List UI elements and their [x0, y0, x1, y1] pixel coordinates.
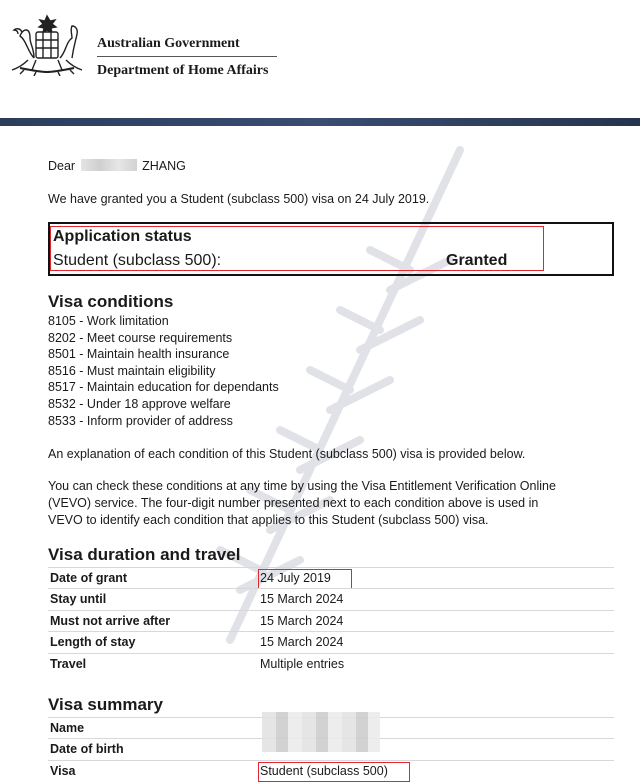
salutation-line [48, 158, 186, 174]
condition-item: 8501 - Maintain health insurance [48, 347, 230, 362]
coat-of-arms-icon [6, 12, 88, 76]
table-row [48, 588, 614, 609]
table-row [48, 760, 614, 781]
condition-item: 8516 - Must maintain eligibility [48, 363, 216, 378]
row-value: 15 March 2024 [260, 635, 344, 650]
vevo-paragraph-line2: (VEVO) service. The four-digit number presented next to each condition above is used in [48, 496, 539, 510]
table-row [48, 567, 614, 588]
conditions-explanation: An explanation of each condition of this Student (subclass 500) visa is provided below. [48, 447, 526, 461]
application-status-box [48, 222, 614, 276]
condition-item: 8202 - Meet course requirements [48, 330, 233, 345]
highlight-box [50, 226, 544, 271]
visa-summary-title: Visa summary [48, 695, 163, 714]
vevo-paragraph-line3: VEVO to identify each condition that applies to this Student (subclass 500) visa. [48, 513, 489, 527]
letter-header [0, 0, 640, 118]
condition-item: 8532 - Under 18 approve welfare [48, 396, 231, 411]
condition-item: 8105 - Work limitation [48, 314, 169, 328]
row-label: Length of stay [50, 635, 136, 650]
application-status-visa-type: Student (subclass 500): [53, 252, 222, 269]
row-label: Visa [50, 763, 76, 778]
vevo-paragraph-line1: You can check these conditions at any time by using the Visa Entitlement Verification Online [48, 479, 556, 493]
highlight-box [258, 762, 410, 782]
visa-duration-table [48, 567, 614, 674]
row-value: 15 March 2024 [260, 592, 344, 607]
salutation: Dear [48, 159, 76, 173]
row-label: Date of grant [50, 571, 128, 585]
surname: ZHANG [142, 159, 186, 173]
row-label: Travel [50, 656, 87, 671]
condition-item: 8533 - Inform provider of address [48, 413, 233, 428]
row-value: Student (subclass 500) [260, 763, 388, 778]
row-value: Multiple entries [260, 656, 345, 671]
grant-sentence: We have granted you a Student (subclass 500) visa on 24 July 2019. [48, 192, 430, 206]
visa-conditions-title: Visa conditions [48, 292, 174, 311]
application-status-title: Application status [53, 228, 192, 245]
row-label: Date of birth [50, 742, 124, 757]
header-divider [97, 56, 277, 57]
header-band [0, 118, 640, 126]
application-status-value: Granted [446, 252, 508, 269]
visa-conditions-list [48, 313, 279, 429]
highlight-box [258, 569, 352, 589]
row-label: Must not arrive after [50, 613, 171, 628]
row-value: 24 July 2019 [260, 571, 331, 585]
row-label: Name [50, 721, 85, 735]
row-label: Stay until [50, 592, 107, 607]
row-value: 15 March 2024 [260, 613, 344, 628]
department-name: Department of Home Affairs [97, 63, 269, 78]
redacted-given-name [81, 159, 137, 171]
table-row [48, 610, 614, 631]
redacted-name-dob [262, 712, 380, 752]
government-name: Australian Government [97, 36, 240, 51]
table-row [48, 653, 614, 674]
condition-item: 8517 - Maintain education for dependants [48, 380, 279, 395]
table-row [48, 631, 614, 652]
visa-duration-title: Visa duration and travel [48, 545, 241, 564]
